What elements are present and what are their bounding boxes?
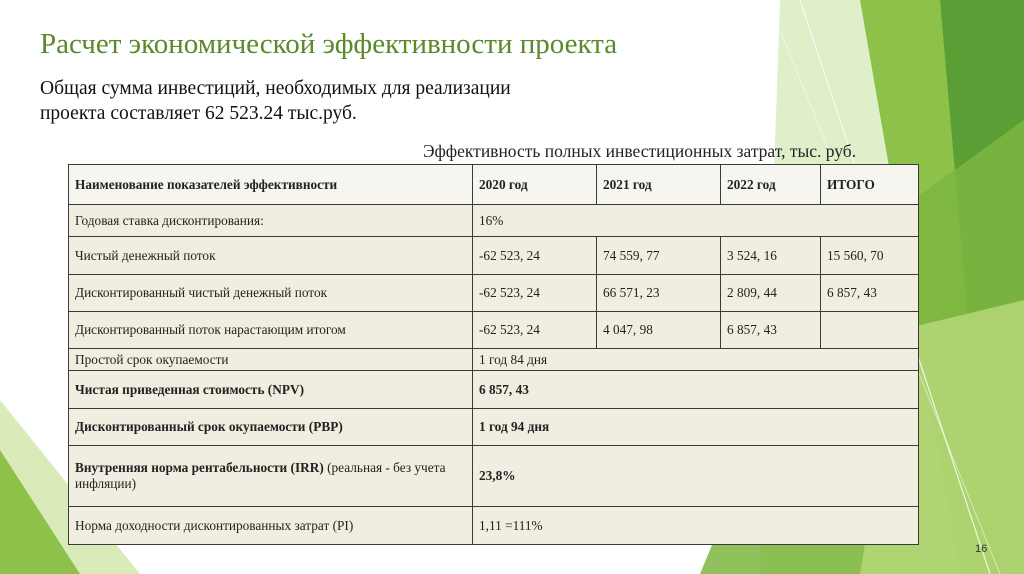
intro-line-2: проекта составляет 62 523.24 тыс.руб.: [40, 103, 357, 124]
table-row: [69, 312, 919, 349]
table-row: [69, 349, 919, 371]
row-label: [69, 446, 473, 507]
table-caption: Эффективность полных инвестиционных затрат, тыс. руб.: [423, 141, 857, 161]
table-cell: 15 560, 70: [821, 237, 919, 275]
row-value: 1 год 94 дня: [473, 409, 919, 446]
row-label: Простой срок окупаемости: [69, 349, 473, 371]
table-cell: -62 523, 24: [473, 275, 597, 312]
table-row: [69, 237, 919, 275]
header-cell: Наименование показателей эффективности: [69, 165, 473, 205]
row-label: Чистая приведенная стоимость (NPV): [69, 371, 473, 409]
row-value: 16%: [473, 205, 919, 237]
row-label: Дисконтированный чистый денежный поток: [69, 275, 473, 312]
table-cell: -62 523, 24: [473, 312, 597, 349]
row-label: Норма доходности дисконтированных затрат (PI): [69, 507, 473, 545]
table-cell: 66 571, 23: [597, 275, 721, 312]
table-cell: 4 047, 98: [597, 312, 721, 349]
table-row: [69, 275, 919, 312]
table-cell: [821, 312, 919, 349]
table-row: [69, 371, 919, 409]
table-row: [69, 507, 919, 545]
table-cell: -62 523, 24: [473, 237, 597, 275]
page-number: 16: [975, 543, 988, 555]
table-row: [69, 205, 919, 237]
intro-line-1: Общая сумма инвестиций, необходимых для реализации: [40, 78, 511, 99]
table-cell: 2 809, 44: [721, 275, 821, 312]
row-value: 1,11 =111%: [473, 507, 919, 545]
table-row: [69, 409, 919, 446]
row-label: Дисконтированный поток нарастающим итогом: [69, 312, 473, 349]
table-cell: 6 857, 43: [821, 275, 919, 312]
header-cell: 2020 год: [473, 165, 597, 205]
row-label-rest: (реальная - без учета инфляции): [75, 460, 446, 491]
header-cell: 2022 год: [721, 165, 821, 205]
row-label: Годовая ставка дисконтирования:: [69, 205, 473, 237]
intro-text: [40, 76, 511, 126]
efficiency-table: [68, 164, 919, 545]
row-value: 1 год 84 дня: [473, 349, 919, 371]
table-cell: 6 857, 43: [721, 312, 821, 349]
table-cell: 74 559, 77: [597, 237, 721, 275]
row-label: Дисконтированный срок окупаемости (PBP): [69, 409, 473, 446]
table-cell: 3 524, 16: [721, 237, 821, 275]
header-cell: 2021 год: [597, 165, 721, 205]
slide-title: Расчет экономической эффективности проекта: [40, 28, 618, 60]
row-value: 23,8%: [473, 446, 919, 507]
table-header-row: [69, 165, 919, 205]
table-row: [69, 446, 919, 507]
header-cell: ИТОГО: [821, 165, 919, 205]
row-label: Чистый денежный поток: [69, 237, 473, 275]
row-label-bold: Внутренняя норма рентабельности (IRR): [75, 460, 324, 475]
row-value: 6 857, 43: [473, 371, 919, 409]
